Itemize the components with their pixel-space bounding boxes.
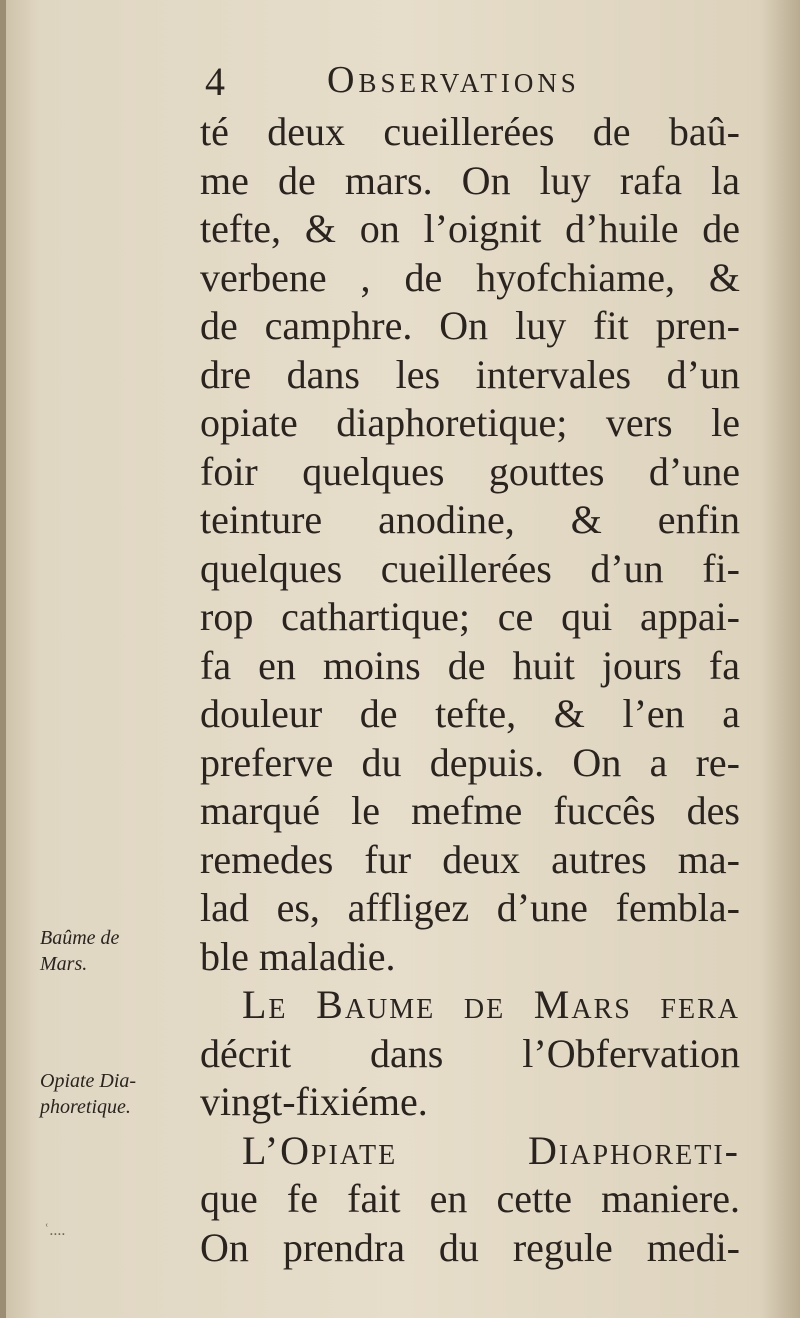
ink-mark: ʿ.... (44, 1222, 66, 1239)
margin-note-opiate (40, 1068, 200, 1120)
text-line: preferve du depuis. On a re- (200, 739, 740, 785)
text-line: ble maladie. (200, 933, 396, 979)
running-header (205, 58, 625, 108)
text-line: verbene , de hyofchiame, & (200, 254, 740, 300)
text-line: douleur de tefte, & l’en a (200, 691, 740, 736)
text-line: dre dans les intervales d’un (200, 351, 740, 397)
margin-note-line: Opiate Dia- (40, 1070, 137, 1092)
margin-note-line: Baûme de (40, 927, 120, 949)
text-line: Le Baume de Mars fera (242, 982, 740, 1027)
text-line: quelques cueillerées d’un fi- (200, 545, 740, 591)
main-text-block (200, 108, 740, 1272)
text-line: vingt-fixiéme. (200, 1079, 428, 1124)
text-line: teinture anodine, & enfin (200, 497, 740, 542)
text-line: lad es, affligez d’une fembla- (200, 885, 740, 930)
text-line: me de mars. On luy rafa la (200, 157, 740, 203)
margin-note-line: phoretique. (40, 1096, 131, 1118)
margin-note-line: Mars. (40, 953, 88, 975)
text-line: On prendra du regule medi- (200, 1224, 740, 1270)
text-line: opiate diaphoretique; vers le (200, 400, 740, 445)
text-line: rop cathartique; ce qui appai- (200, 594, 740, 639)
text-line: L’Opiate Diaphoreti- (242, 1127, 740, 1173)
text-line: foir quelques gouttes d’une (200, 448, 740, 494)
text-line: remedes fur deux autres ma- (200, 836, 740, 882)
text-line: tefte, & on l’oignit d’huile de (200, 206, 740, 251)
text-line: té deux cueillerées de baû- (200, 109, 740, 154)
text-line: marqué le mefme fuccês des (200, 788, 740, 833)
running-title: Observations (327, 59, 580, 101)
text-line: fa en moins de huit jours fa (200, 642, 740, 688)
margin-note-baume (40, 925, 200, 977)
text-line: que fe fait en cette maniere. (200, 1176, 740, 1221)
book-spine-edge (0, 0, 6, 1318)
text-line: décrit dans l’Obfervation (200, 1030, 740, 1076)
page-number: 4 (205, 59, 225, 104)
text-line: de camphre. On luy fit pren- (200, 303, 740, 348)
